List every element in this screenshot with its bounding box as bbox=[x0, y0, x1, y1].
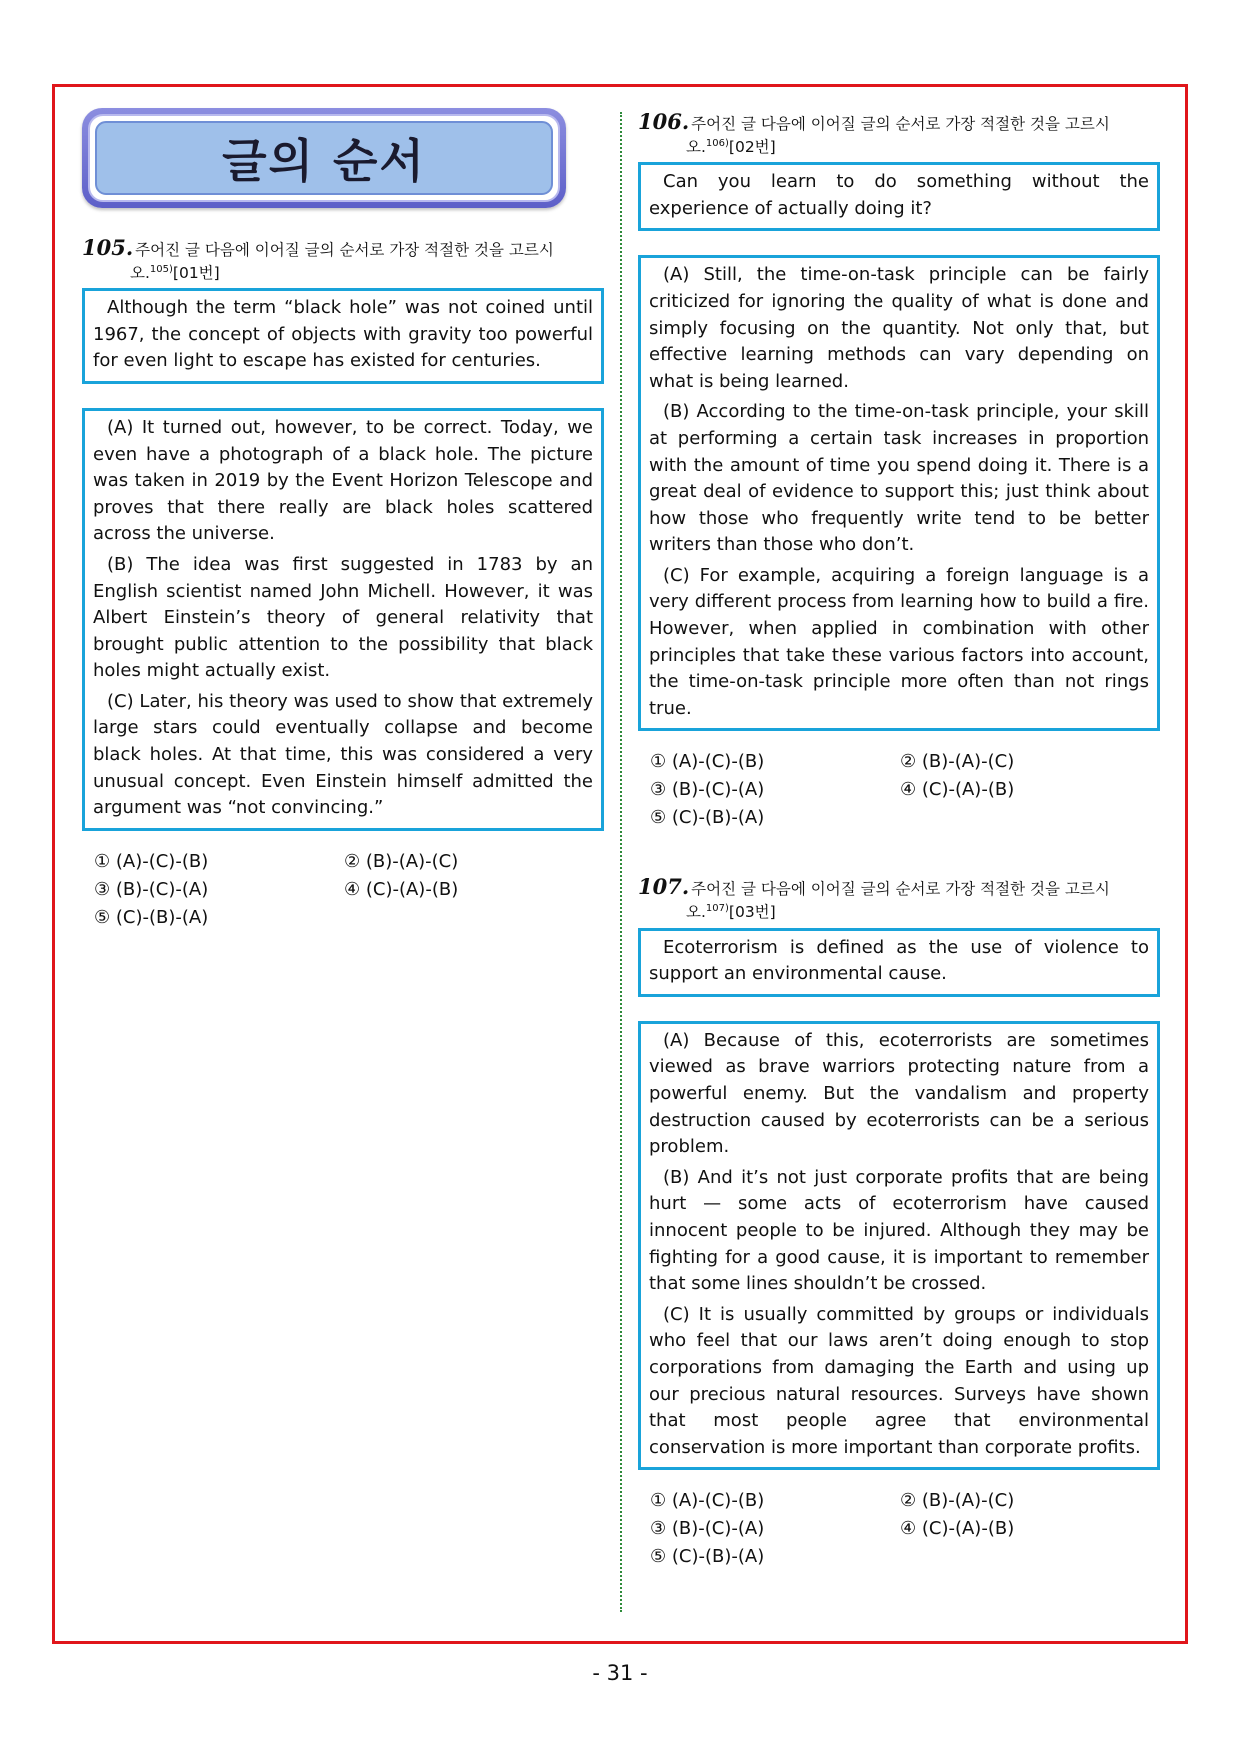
choice-4[interactable]: ④ (C)-(A)-(B) bbox=[900, 1518, 1015, 1540]
footnote-ref: 106) bbox=[705, 138, 729, 149]
prompt-text: 주어진 글 다음에 이어질 글의 순서로 가장 적절한 것을 고르시 bbox=[691, 880, 1110, 899]
footnote-ref: 105) bbox=[149, 264, 173, 275]
answer-choices bbox=[638, 1488, 1160, 1570]
choice-2[interactable]: ② (B)-(A)-(C) bbox=[900, 1490, 1015, 1512]
choice-5[interactable]: ⑤ (C)-(B)-(A) bbox=[650, 807, 765, 829]
passage-c: (C) Later, his theory was used to show that extremely large stars could eventually collapse and become black holes. At that time, this was considered a very unusual concept. Even Einstein himself admitted the argument was “not convincing.” bbox=[93, 690, 593, 819]
answer-choices bbox=[638, 749, 1160, 831]
choice-1[interactable]: ① (A)-(C)-(B) bbox=[650, 1490, 765, 1512]
given-passage: Can you learn to do something without the experience of actually doing it? bbox=[638, 162, 1160, 231]
question-tag: [01번] bbox=[172, 264, 220, 283]
given-passage: Ecoterrorism is defined as the use of violence to support an environmental cause. bbox=[638, 928, 1160, 997]
question-105-prompt: 105. 주어진 글 다음에 이어질 글의 순서로 가장 적절한 것을 고르시 오.$^{105)}$[01번] bbox=[82, 235, 554, 283]
choice-5[interactable]: ⑤ (C)-(B)-(A) bbox=[94, 906, 209, 928]
question-number: 106. bbox=[638, 109, 690, 134]
choice-1[interactable]: ① (A)-(C)-(B) bbox=[650, 751, 765, 773]
question-107-prompt: 107. 주어진 글 다음에 이어질 글의 순서로 가장 적절한 것을 고르시 오.$^{107)}$[03번] bbox=[638, 874, 1110, 922]
choice-1[interactable]: ① (A)-(C)-(B) bbox=[94, 850, 209, 872]
page-number: - 31 - bbox=[592, 1661, 648, 1685]
prompt-text: 주어진 글 다음에 이어질 글의 순서로 가장 적절한 것을 고르시 bbox=[135, 241, 554, 259]
right-column bbox=[638, 109, 1160, 1570]
footnote-ref: 107) bbox=[705, 903, 729, 915]
title-banner bbox=[82, 108, 566, 208]
section-title: 글의 순서 bbox=[95, 121, 553, 195]
choice-5[interactable]: ⑤ (C)-(B)-(A) bbox=[650, 1546, 765, 1568]
choice-4[interactable]: ④ (C)-(A)-(B) bbox=[900, 779, 1015, 801]
prompt-text: 주어진 글 다음에 이어질 글의 순서로 가장 적절한 것을 고르시 bbox=[691, 115, 1110, 133]
choice-2[interactable]: ② (B)-(A)-(C) bbox=[900, 751, 1015, 773]
choice-3[interactable]: ③ (B)-(C)-(A) bbox=[650, 779, 765, 801]
passage-b: (B) According to the time-on-task principle, your skill at performing a certain task increases in proportion with the amount of time you spend doing it. There is a great deal of evidence to support this; just think about how those who frequently write tend to be better writers than those who don’t. bbox=[649, 401, 1149, 556]
choice-3[interactable]: ③ (B)-(C)-(A) bbox=[94, 878, 209, 900]
left-column bbox=[82, 108, 604, 931]
choice-3[interactable]: ③ (B)-(C)-(A) bbox=[650, 1518, 765, 1540]
question-number: 107. bbox=[638, 874, 690, 900]
given-passage: Although the term “black hole” was not coined until 1967, the concept of objects with gravity too powerful for even light to escape has existed for centuries. bbox=[82, 288, 604, 384]
passage-a: (A) Still, the time-on-task principle can be fairly criticized for ignoring the quality of what is done and simply focusing on the quantity. Not only that, but effective learning methods can vary depending on what is being learned. bbox=[649, 264, 1149, 392]
question-number: 105. bbox=[82, 235, 134, 260]
passage-b: (B) The idea was first suggested in 1783 by an English scientist named John Michell. However, it was Albert Einstein’s theory of general relativity that brought public attention to the possibility that black holes might actually exist. bbox=[93, 553, 593, 682]
answer-choices bbox=[82, 849, 604, 931]
passage-c: (C) It is usually committed by groups or individuals who feel that our laws aren’t doing enough to stop corporations from damaging the Earth and using up our precious natural resources. Surveys have shown that most people agree that environmental conservation is more important than corporate profits. bbox=[649, 1303, 1149, 1458]
question-106-prompt: 106. 주어진 글 다음에 이어질 글의 순서로 가장 적절한 것을 고르시 오.$^{106)}$[02번] bbox=[638, 109, 1110, 157]
passage-a: (A) Because of this, ecoterrorists are sometimes viewed as brave warriors protecting nature from a powerful enemy. But the vandalism and property destruction caused by ecoterrorists can be a serious problem. bbox=[649, 1029, 1149, 1158]
choice-2[interactable]: ② (B)-(A)-(C) bbox=[344, 850, 459, 872]
column-divider bbox=[620, 112, 622, 1612]
ordering-passages bbox=[638, 255, 1160, 731]
ordering-passages bbox=[82, 408, 604, 831]
ordering-passages bbox=[638, 1021, 1160, 1471]
choice-4[interactable]: ④ (C)-(A)-(B) bbox=[344, 878, 459, 900]
passage-c: (C) For example, acquiring a foreign language is a very different process from learning how to build a fire. However, when applied in combination with other principles that take these various factors into account, the time-on-task principle more often than not rings true. bbox=[649, 564, 1149, 719]
question-tag: [02번] bbox=[728, 138, 776, 157]
passage-a: (A) It turned out, however, to be correct. Today, we even have a photograph of a black hole. The picture was taken in 2019 by the Event Horizon Telescope and proves that there really are black holes scattered across the universe. bbox=[93, 416, 593, 545]
question-tag: [03번] bbox=[728, 903, 776, 922]
passage-b: (B) And it’s not just corporate profits that are being hurt — some acts of ecoterrorism have caused innocent people to be injured. Although they may be fighting for a good cause, it is important to remember that some lines shouldn’t be crossed. bbox=[649, 1166, 1149, 1295]
